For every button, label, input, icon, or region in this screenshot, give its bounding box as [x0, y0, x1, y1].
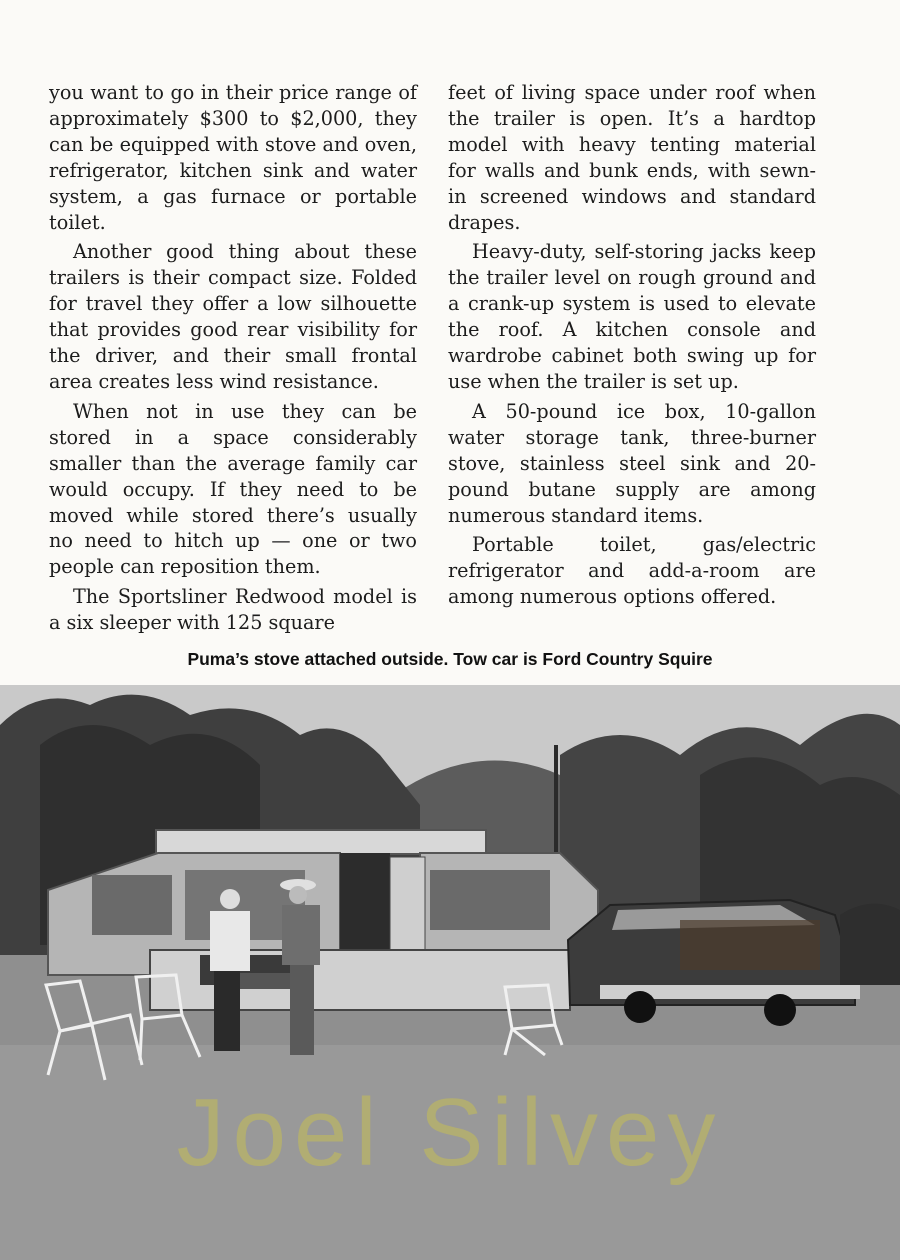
- paragraph: Another good thing about these trailers is their compact size. Folded for travel they offer a low silhouette that provides good rear visibility for the driver, and their small frontal area creates less wind resistance.: [49, 240, 417, 393]
- paragraph: The Sportsliner Redwood model is a six sleeper with 125 square: [49, 585, 417, 635]
- paragraph: feet of living space under roof when the trailer is open. It’s a hardtop model with heavy tenting material for walls and bunk ends, with sewn-in screened windows and standard drapes.: [448, 81, 816, 234]
- paragraph: Heavy-duty, self-storing jacks keep the trailer level on rough ground and a crank-up system is used to elevate the roof. A kitchen console and wardrobe cabinet both swing up for use when the trailer is set up.: [448, 240, 816, 393]
- article-right-column: [448, 80, 816, 610]
- photo-caption: Puma’s stove attached outside. Tow car is Ford Country Squire: [187, 649, 713, 669]
- paragraph: When not in use they can be stored in a space considerably smaller than the average family car would occupy. If they need to be moved while stored there’s usually no need to hitch up — one or two people can reposition them.: [49, 399, 417, 579]
- paragraph: A 50-pound ice box, 10-gallon water storage tank, three-burner stove, stainless steel sink and 20-pound butane supply are among numerous standard items.: [448, 399, 816, 527]
- article-left-column: [49, 80, 417, 636]
- paragraph: Portable toilet, gas/electric refrigerator and add-a-room are among numerous options offered.: [448, 533, 816, 609]
- watermark: Joel Silvey: [176, 1079, 724, 1186]
- paragraph: you want to go in their price range of approximately $300 to $2,000, they can be equipped with stove and oven, refrigerator, kitchen sink and water system, a gas furnace or portable toilet.: [49, 81, 417, 234]
